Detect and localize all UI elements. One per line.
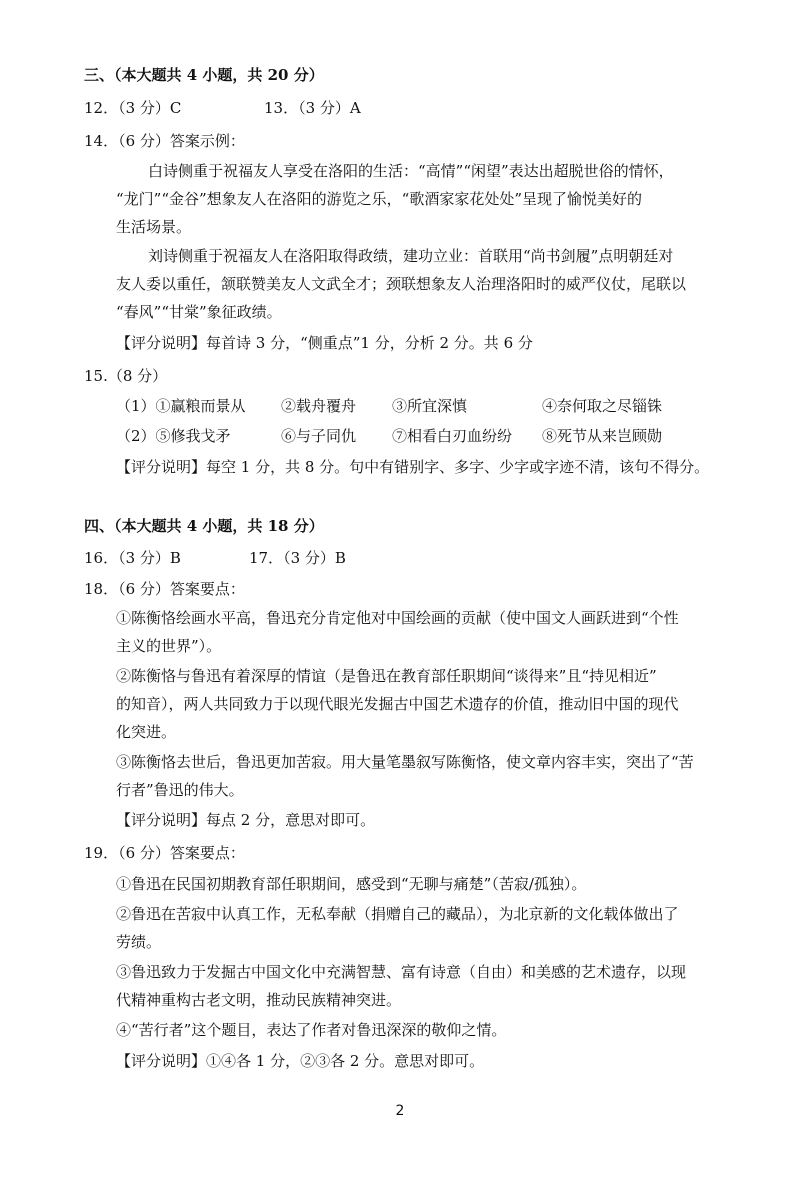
q14-paragraph-line: 生活场景。 xyxy=(116,218,192,236)
q19-line: 代精神重构古老文明，推动民族精神突进。 xyxy=(116,991,402,1009)
q15-blank: （1）①赢粮而景从 xyxy=(116,397,246,415)
q18-scoring-note: 【评分说明】每点 2 分，意思对即可。 xyxy=(116,811,376,829)
q18-line: 化突进。 xyxy=(116,723,177,741)
q19-line: ①鲁迅在民国初期教育部任职期间，感受到“无聊与痛楚”（苦寂/孤独）。 xyxy=(116,875,587,893)
q14-paragraph-line: “龙门”“金谷”想象友人在洛阳的游览之乐，“歌酒家家花处处”呈现了愉悦美好的 xyxy=(116,190,643,208)
q19-line: ④“苦行者”这个题目，表达了作者对鲁迅深深的敬仰之情。 xyxy=(116,1021,507,1039)
q18-line: ①陈衡恪绘画水平高，鲁迅充分肯定他对中国绘画的贡献（使中国文人画跃进到“个性 xyxy=(116,609,679,627)
q14-paragraph-line: 白诗侧重于祝福友人享受在洛阳的生活：“高情”“闲望”表达出超脱世俗的情怀， xyxy=(148,162,674,180)
q18-line: 主义的世界”）。 xyxy=(116,637,222,655)
section-4-heading: 四、（本大题共 4 小题，共 18 分） xyxy=(84,517,324,535)
q15-blank: ⑥与子同仇 xyxy=(281,427,357,445)
q15-blank: ⑦相看白刃血纷纷 xyxy=(392,427,513,445)
q19-scoring-note: 【评分说明】①④各 1 分，②③各 2 分。意思对即可。 xyxy=(116,1052,485,1070)
q14-scoring-note: 【评分说明】每首诗 3 分，“侧重点”1 分，分析 2 分。共 6 分 xyxy=(116,334,533,352)
q19-line: ③鲁迅致力于发掘古中国文化中充满智慧、富有诗意（自由）和美感的艺术遗存，以现 xyxy=(116,963,687,981)
q15-scoring-note: 【评分说明】每空 1 分，共 8 分。句中有错别字、多字、少字或字迹不清，该句不得分。 xyxy=(116,458,710,476)
section-3-heading: 三、（本大题共 4 小题，共 20 分） xyxy=(84,66,324,84)
q15-title: 15.（8 分） xyxy=(84,367,168,385)
q14-paragraph-line: “春风”“甘棠”象征政绩。 xyxy=(116,303,282,321)
answer-q13: 13．（3 分）A xyxy=(264,99,361,117)
answer-q12: 12．（3 分）C xyxy=(84,99,182,117)
q15-blank: （2）⑤修我戈矛 xyxy=(116,427,231,445)
q18-line: ③陈衡恪去世后，鲁迅更加苦寂。用大量笔墨叙写陈衡恪，使文章内容丰实，突出了“苦 xyxy=(116,753,694,771)
q15-blank: ③所宜深慎 xyxy=(392,397,468,415)
q14-title: 14．（6 分）答案示例： xyxy=(84,132,245,150)
q18-line: 的知音），两人共同致力于以现代眼光发掘古中国艺术遗存的价值，推动旧中国的现代 xyxy=(116,695,679,713)
q18-title: 18．（6 分）答案要点： xyxy=(84,580,245,598)
q14-paragraph-line: 友人委以重任，颔联赞美友人文武全才；颈联想象友人治理洛阳时的威严仪仗，尾联以 xyxy=(116,275,687,293)
q18-line: 行者”鲁迅的伟大。 xyxy=(116,781,244,799)
answer-q16: 16．（3 分）B xyxy=(84,549,181,567)
q15-blank: ④奈何取之尽锱铢 xyxy=(542,397,663,415)
q19-line: ②鲁迅在苦寂中认真工作，无私奉献（捐赠自己的藏品），为北京新的文化载体做出了 xyxy=(116,905,679,923)
answer-q17: 17．（3 分）B xyxy=(249,549,346,567)
q15-blank: ⑧死节从来岂顾勋 xyxy=(542,427,663,445)
page-number: 2 xyxy=(395,1103,405,1119)
q14-paragraph-line: 刘诗侧重于祝福友人在洛阳取得政绩，建功立业：首联用“尚书剑履”点明朝廷对 xyxy=(148,247,674,265)
q19-line: 劳绩。 xyxy=(116,933,162,951)
q15-blank: ②载舟覆舟 xyxy=(281,397,357,415)
q18-line: ②陈衡恪与鲁迅有着深厚的情谊（是鲁迅在教育部任职期间“谈得来”且“持见相近” xyxy=(116,667,657,685)
q19-title: 19．（6 分）答案要点： xyxy=(84,844,245,862)
